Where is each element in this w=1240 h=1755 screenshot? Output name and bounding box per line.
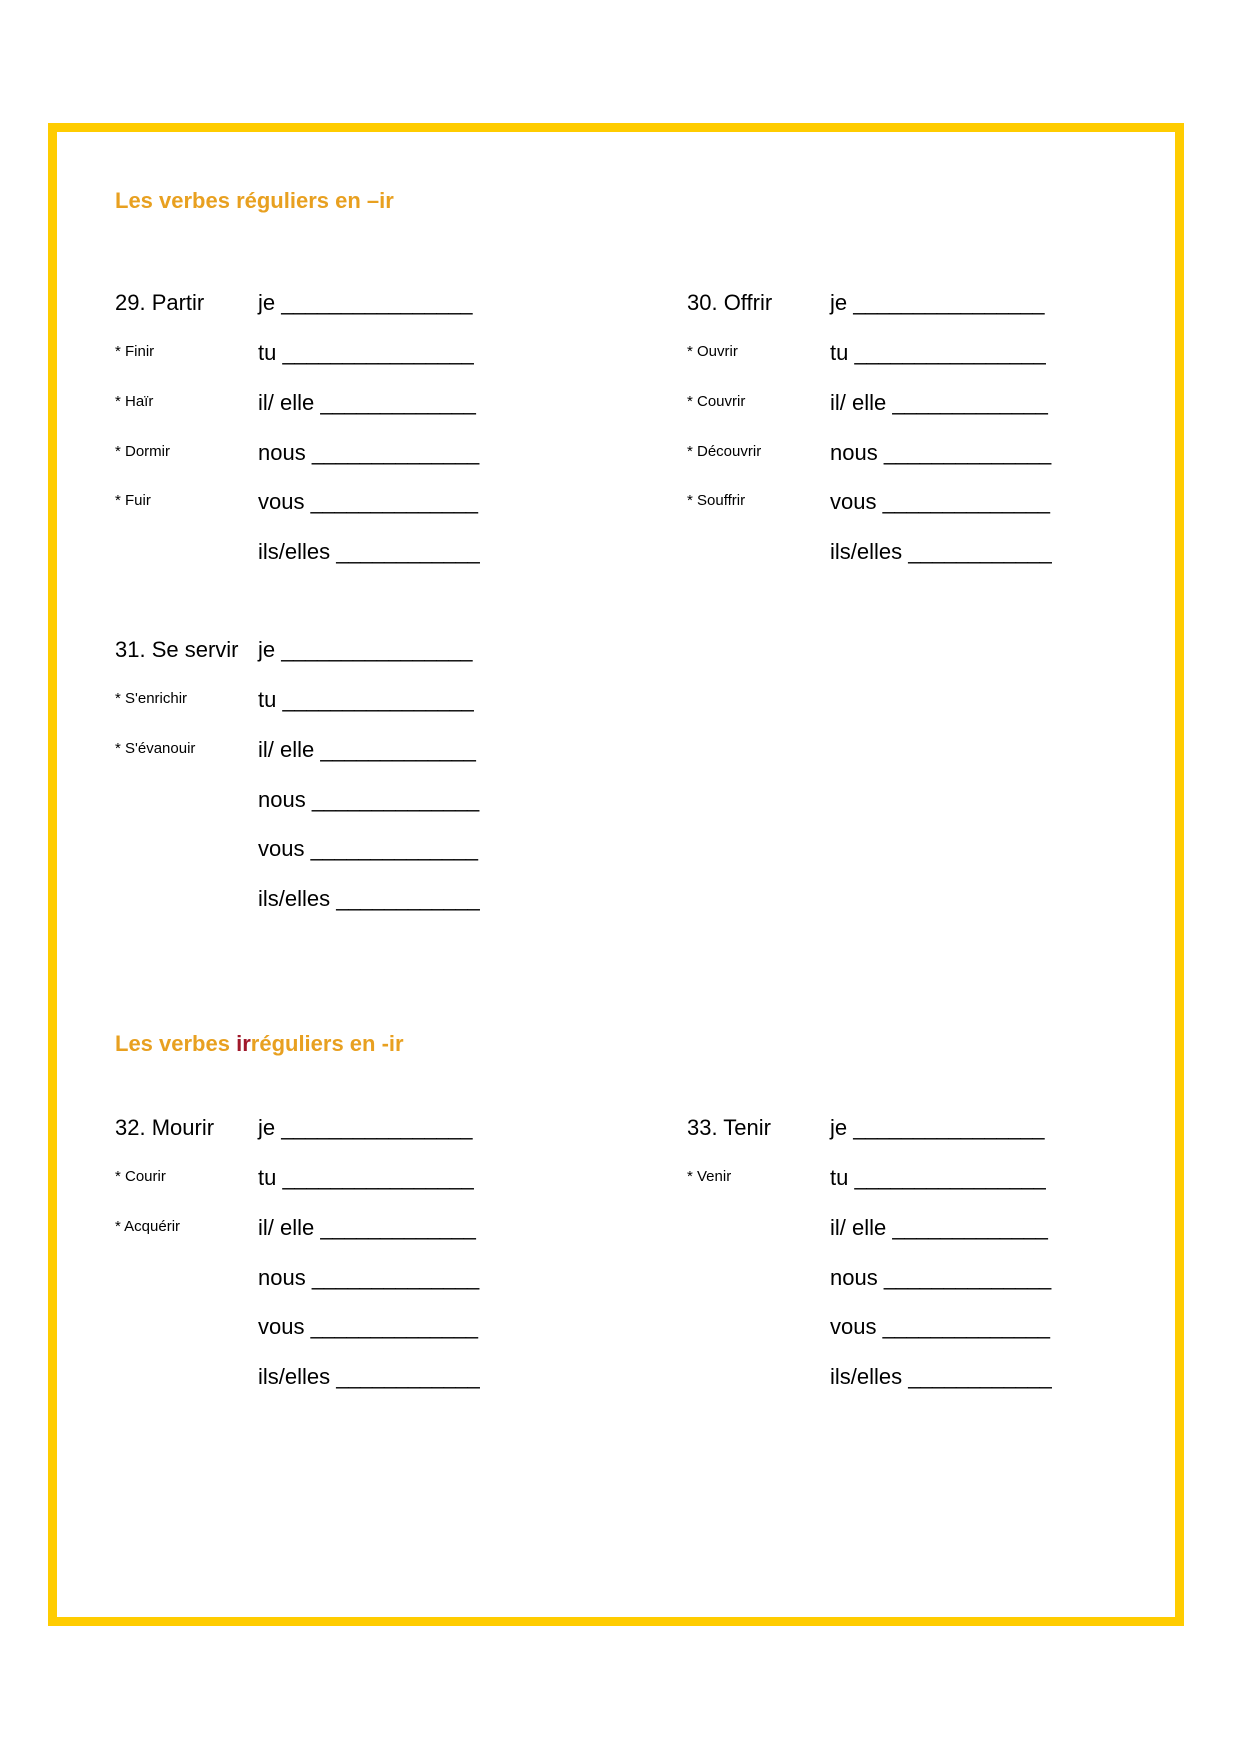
alt-verb: * Haïr xyxy=(115,393,154,410)
answer-blank[interactable]: ________________ xyxy=(854,340,1046,365)
alt-verb: * Acquérir xyxy=(115,1218,181,1235)
answer-blank[interactable]: ________________ xyxy=(853,290,1045,315)
conjugation-je: je ________________ xyxy=(258,1115,473,1140)
answer-blank[interactable]: ______________ xyxy=(311,787,479,812)
answer-blank[interactable]: ____________ xyxy=(336,886,480,911)
conjugation-vous: vous ______________ xyxy=(258,836,478,861)
answer-blank[interactable]: ______________ xyxy=(311,1265,479,1290)
verb-block-offrir xyxy=(687,290,1207,590)
conjugation-nous: nous ______________ xyxy=(258,440,479,465)
conjugation-tu: tu ________________ xyxy=(258,687,474,712)
conjugation-ils: ils/elles ____________ xyxy=(258,1364,480,1389)
alt-verb: * Dormir xyxy=(115,443,170,460)
alt-verb: * Finir xyxy=(115,343,155,360)
answer-blank[interactable]: ______________ xyxy=(882,489,1050,514)
answer-blank[interactable]: ________________ xyxy=(282,340,474,365)
verb-block-mourir xyxy=(115,1115,635,1415)
conjugation-je: je ________________ xyxy=(830,290,1045,315)
alt-verb: * Souffrir xyxy=(687,492,746,509)
conjugation-vous: vous ______________ xyxy=(258,1314,478,1339)
conjugation-je: je ________________ xyxy=(258,290,473,315)
answer-blank[interactable]: ________________ xyxy=(281,637,473,662)
verb-block-se-servir xyxy=(115,637,635,937)
answer-blank[interactable]: ______________ xyxy=(883,1265,1051,1290)
conjugation-il: il/ elle _____________ xyxy=(830,390,1048,415)
alt-verb: * Venir xyxy=(687,1168,732,1185)
conjugation-tu: tu ________________ xyxy=(258,340,474,365)
answer-blank[interactable]: ______________ xyxy=(310,1314,478,1339)
conjugation-nous: nous ______________ xyxy=(830,1265,1051,1290)
alt-verb: * S'évanouir xyxy=(115,740,196,757)
conjugation-nous: nous ______________ xyxy=(258,787,479,812)
answer-blank[interactable]: ______________ xyxy=(883,440,1051,465)
answer-blank[interactable]: ________________ xyxy=(281,1115,473,1140)
conjugation-nous: nous ______________ xyxy=(258,1265,479,1290)
answer-blank[interactable]: _____________ xyxy=(320,737,476,762)
verb-title: 32. Mourir xyxy=(115,1115,215,1140)
alt-verb: * Ouvrir xyxy=(687,343,738,360)
answer-blank[interactable]: ______________ xyxy=(310,489,478,514)
verb-title: 30. Offrir xyxy=(687,290,773,315)
conjugation-tu: tu ________________ xyxy=(830,1165,1046,1190)
answer-blank[interactable]: ______________ xyxy=(311,440,479,465)
conjugation-nous: nous ______________ xyxy=(830,440,1051,465)
answer-blank[interactable]: ______________ xyxy=(310,836,478,861)
section-heading-irregular: Les verbes irréguliers en -ir xyxy=(115,1031,404,1056)
conjugation-vous: vous ______________ xyxy=(830,1314,1050,1339)
conjugation-ils: ils/elles ____________ xyxy=(830,539,1052,564)
answer-blank[interactable]: _____________ xyxy=(892,1215,1048,1240)
answer-blank[interactable]: _____________ xyxy=(320,390,476,415)
answer-blank[interactable]: ________________ xyxy=(854,1165,1046,1190)
alt-verb: * Découvrir xyxy=(687,443,762,460)
conjugation-tu: tu ________________ xyxy=(830,340,1046,365)
conjugation-ils: ils/elles ____________ xyxy=(258,886,480,911)
conjugation-tu: tu ________________ xyxy=(258,1165,474,1190)
conjugation-vous: vous ______________ xyxy=(830,489,1050,514)
conjugation-je: je ________________ xyxy=(830,1115,1045,1140)
answer-blank[interactable]: ______________ xyxy=(882,1314,1050,1339)
conjugation-il: il/ elle _____________ xyxy=(830,1215,1048,1240)
answer-blank[interactable]: _____________ xyxy=(320,1215,476,1240)
verb-block-partir xyxy=(115,290,635,590)
verb-title: 31. Se servir xyxy=(115,637,239,662)
conjugation-ils: ils/elles ____________ xyxy=(258,539,480,564)
section-heading-regular: Les verbes réguliers en –ir xyxy=(115,188,394,213)
verb-title: 33. Tenir xyxy=(687,1115,771,1140)
answer-blank[interactable]: ________________ xyxy=(853,1115,1045,1140)
alt-verb: * Couvrir xyxy=(687,393,746,410)
conjugation-il: il/ elle _____________ xyxy=(258,737,476,762)
answer-blank[interactable]: ____________ xyxy=(336,539,480,564)
answer-blank[interactable]: ________________ xyxy=(281,290,473,315)
answer-blank[interactable]: ________________ xyxy=(282,1165,474,1190)
verb-block-tenir xyxy=(687,1115,1207,1415)
conjugation-je: je ________________ xyxy=(258,637,473,662)
alt-verb: * Fuir xyxy=(115,492,151,509)
alt-verb: * Courir xyxy=(115,1168,166,1185)
answer-blank[interactable]: ____________ xyxy=(908,1364,1052,1389)
conjugation-ils: ils/elles ____________ xyxy=(830,1364,1052,1389)
ir-accent: ir xyxy=(236,1031,251,1056)
answer-blank[interactable]: _____________ xyxy=(892,390,1048,415)
conjugation-il: il/ elle _____________ xyxy=(258,390,476,415)
alt-verb: * S'enrichir xyxy=(115,690,188,707)
answer-blank[interactable]: ________________ xyxy=(282,687,474,712)
verb-title: 29. Partir xyxy=(115,290,205,315)
answer-blank[interactable]: ____________ xyxy=(336,1364,480,1389)
answer-blank[interactable]: ____________ xyxy=(908,539,1052,564)
conjugation-il: il/ elle _____________ xyxy=(258,1215,476,1240)
conjugation-vous: vous ______________ xyxy=(258,489,478,514)
